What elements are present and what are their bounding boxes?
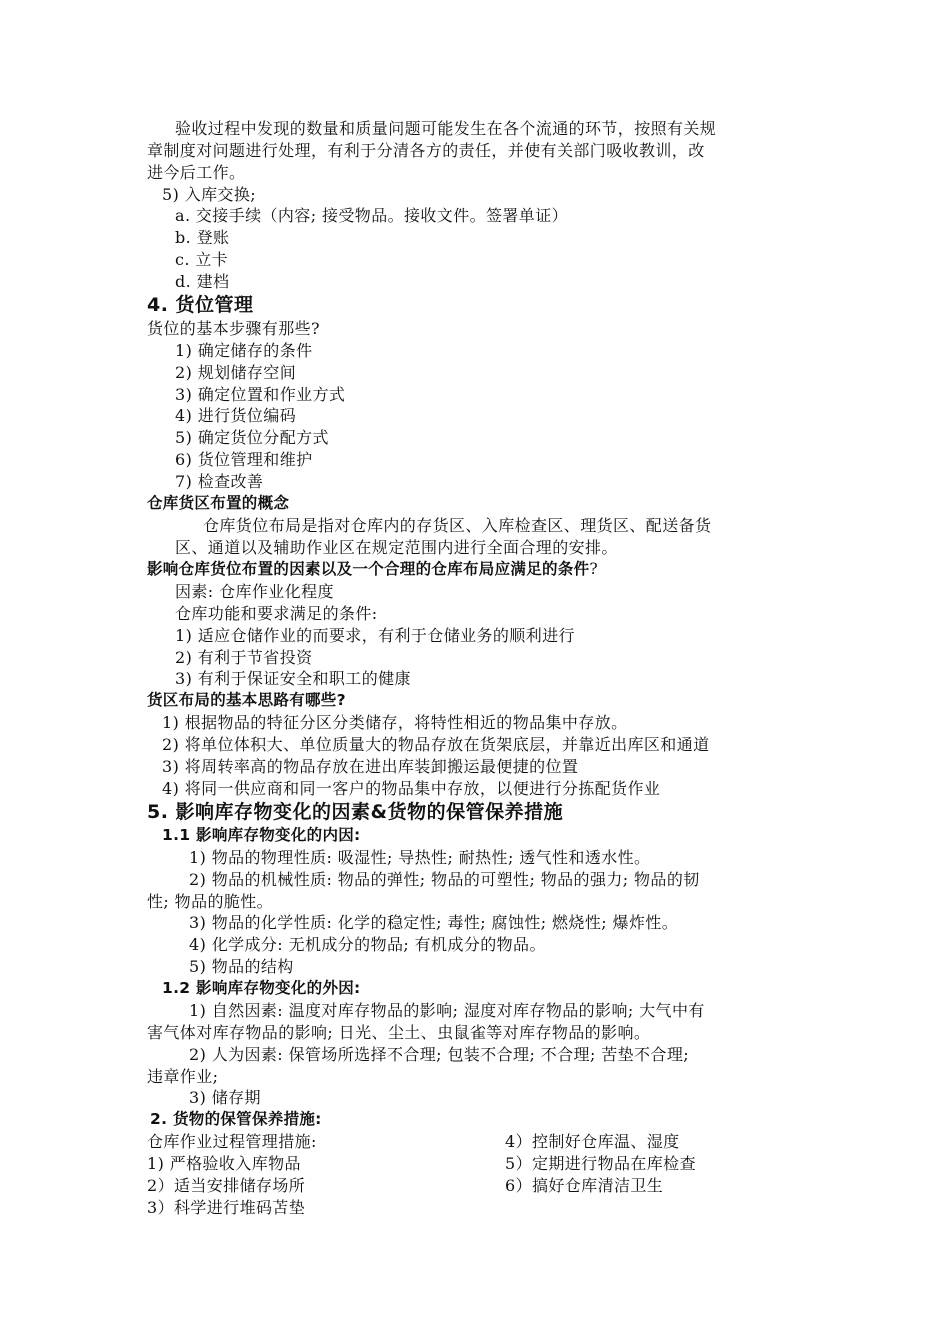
section4-heading: 4. 货位管理 [147,294,254,316]
conditions-intro: 仓库功能和要求满足的条件: [175,604,378,623]
factors-text: 因素: 仓库作业化程度 [175,582,334,601]
step5-item: c. 立卡 [175,250,229,269]
step5-item: d. 建档 [175,272,230,291]
section4-step: 2) 规划储存空间 [175,363,297,382]
layout-idea: 3) 将周转率高的物品存放在进出库装卸搬运最便捷的位置 [162,757,579,776]
layout-idea: 2) 将单位体积大、单位质量大的物品存放在货架底层，并靠近出库区和通道 [162,735,710,754]
step5-item: b. 登账 [175,228,230,247]
external-item: 1) 自然因素: 温度对库存物品的影响; 湿度对库存物品的影响; 大气中有 [189,1001,705,1020]
condition-item: 2) 有利于节省投资 [175,648,313,667]
layout-idea: 4) 将同一供应商和同一客户的物品集中存放，以便进行分拣配货作业 [162,779,661,798]
internal-item: 4) 化学成分: 无机成分的物品; 有机成分的物品。 [189,935,546,954]
section4-step: 1) 确定储存的条件 [175,341,313,360]
section4-step: 5) 确定货位分配方式 [175,428,329,447]
intro-line-3: 进今后工作。 [147,163,246,182]
external-item: 害气体对库存物品的影响; 日光、尘土、虫鼠雀等对库存物品的影响。 [147,1023,651,1042]
measures-left-item: 2）适当安排储存场所 [147,1176,306,1195]
measures-left-item: 3）科学进行堆码苫垫 [147,1198,306,1217]
external-heading: 1.2 影响库存物变化的外因: [162,979,361,997]
factors-heading-text: 影响仓库货位布置的因素以及一个合理的仓库布局应满足的条件 [147,560,590,578]
condition-item: 3) 有利于保证安全和职工的健康 [175,669,411,688]
concept-heading: 仓库货区布置的概念 [147,494,290,512]
concept-line-2: 区、通道以及辅助作业区在规定范围内进行全面合理的安排。 [175,538,618,557]
section4-step: 3) 确定位置和作业方式 [175,385,346,404]
intro-line-1: 验收过程中发现的数量和质量问题可能发生在各个流通的环节，按照有关规 [175,119,717,138]
intro-line-2: 章制度对问题进行处理，有利于分清各方的责任，并使有关部门吸收教训，改 [147,141,705,160]
step5-item: a. 交接手续（内容; 接受物品。接收文件。签署单证） [175,206,568,225]
internal-item: 性; 物品的脆性。 [147,892,274,911]
measures-right-item: 5）定期进行物品在库检查 [505,1154,696,1173]
measures-left-item: 仓库作业过程管理措施: [147,1132,317,1151]
measures-right-item: 4）控制好仓库温、湿度 [505,1132,680,1151]
external-item: 违章作业; [147,1067,219,1086]
factors-heading [147,559,598,580]
internal-item: 1) 物品的物理性质: 吸湿性; 导热性; 耐热性; 透气性和透水性。 [189,848,651,867]
section4-step: 7) 检查改善 [175,472,264,491]
measures-right-item: 6）搞好仓库清洁卫生 [505,1176,664,1195]
section4-step: 4) 进行货位编码 [175,406,297,425]
internal-item: 3) 物品的化学性质: 化学的稳定性; 毒性; 腐蚀性; 燃烧性; 爆炸性。 [189,913,679,932]
internal-item: 2) 物品的机械性质: 物品的弹性; 物品的可塑性; 物品的强力; 物品的韧 [189,870,700,889]
concept-line-1: 仓库货位布局是指对仓库内的存货区、入库检查区、理货区、配送备货 [203,516,712,535]
section4-question: 货位的基本步骤有那些? [147,319,320,338]
step5-title: 5) 入库交换; [162,185,257,204]
measures-left-item: 1) 严格验收入库物品 [147,1154,301,1173]
section5-heading: 5. 影响库存物变化的因素&货物的保管保养措施 [147,801,564,823]
factors-heading-mark: ? [589,560,599,578]
external-item: 3) 储存期 [189,1088,261,1107]
measures-heading: 2. 货物的保管保养措施: [150,1110,322,1128]
external-item: 2) 人为因素: 保管场所选择不合理; 包装不合理; 不合理; 苦垫不合理; [189,1045,690,1064]
section4-step: 6) 货位管理和维护 [175,450,313,469]
internal-heading: 1.1 影响库存物变化的内因: [162,826,361,844]
internal-item: 5) 物品的结构 [189,957,294,976]
layout-idea: 1) 根据物品的特征分区分类储存，将特性相近的物品集中存放。 [162,713,628,732]
layout-heading: 货区布局的基本思路有哪些? [147,691,346,709]
condition-item: 1) 适应仓储作业的而要求，有利于仓储业务的顺利进行 [175,626,575,645]
